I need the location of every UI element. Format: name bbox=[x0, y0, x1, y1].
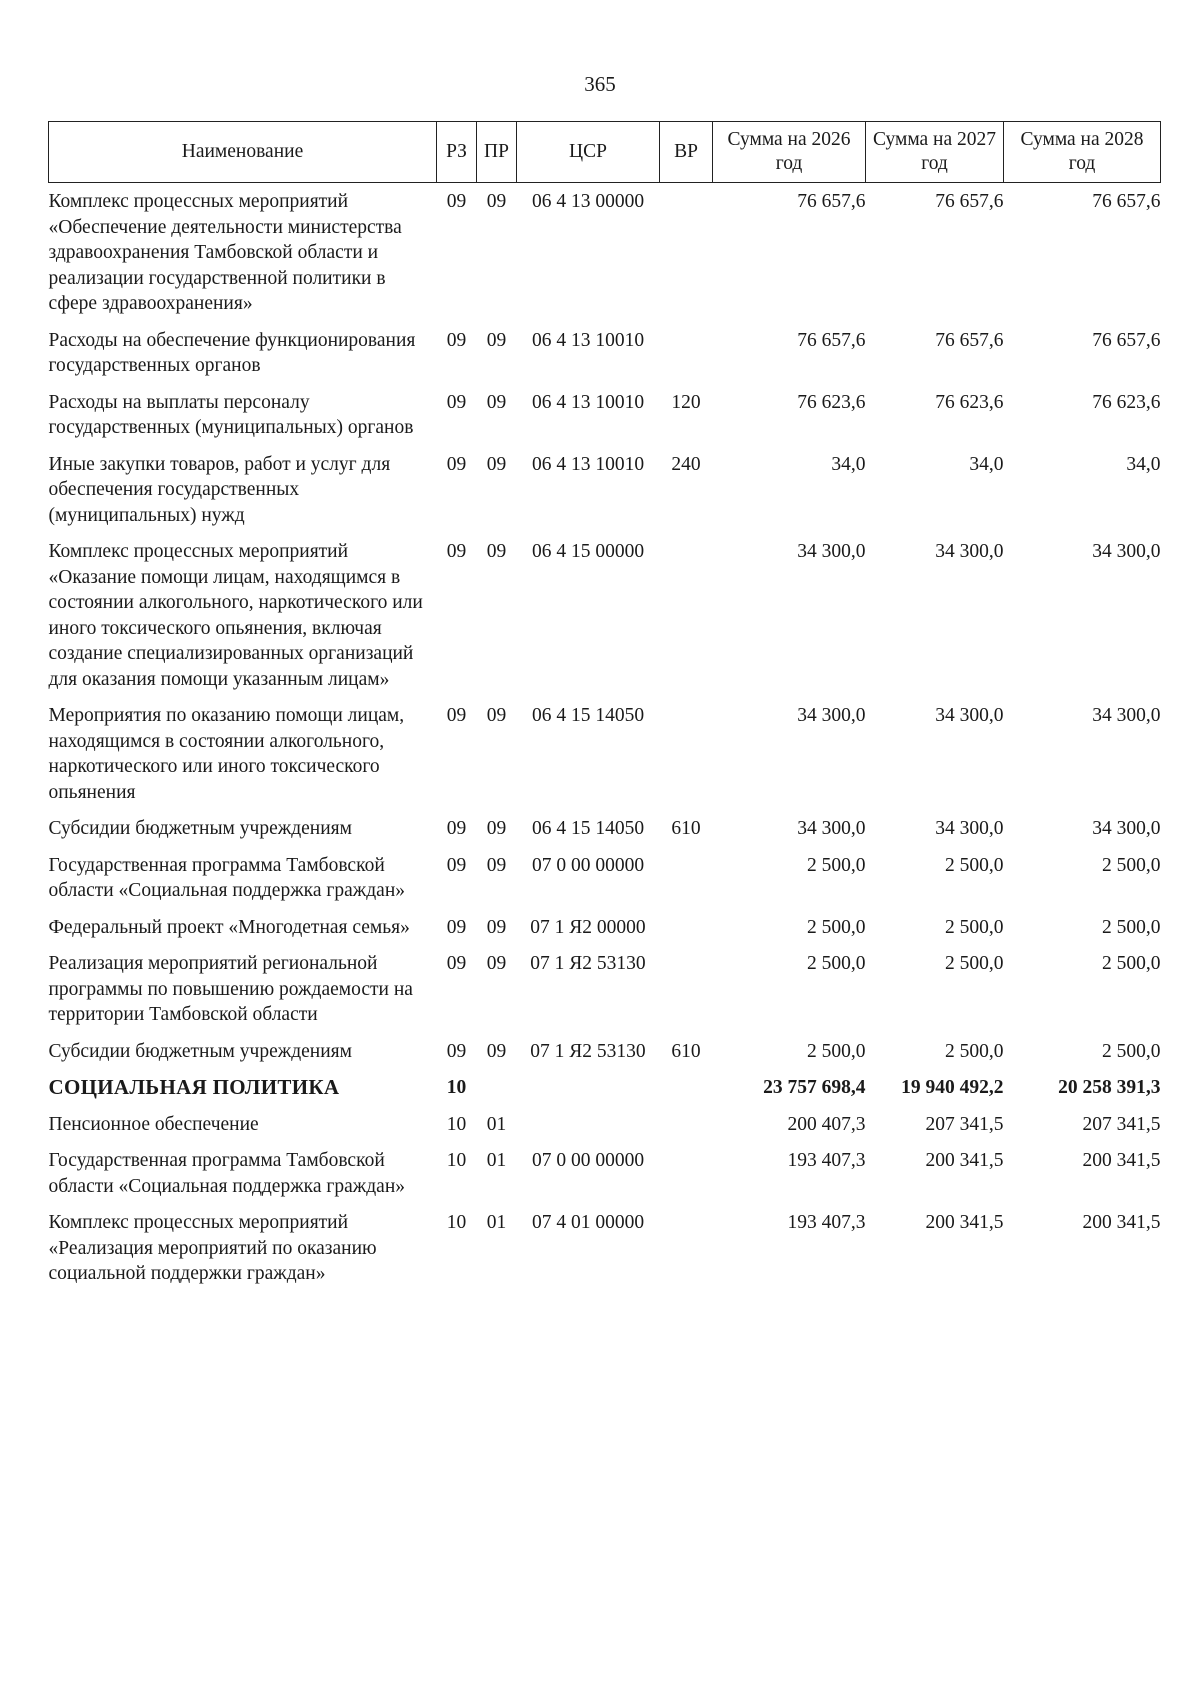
row-pr bbox=[477, 1069, 517, 1106]
table-row bbox=[49, 1142, 1161, 1204]
row-vr: 240 bbox=[671, 453, 701, 475]
row-csr: 06 4 13 10010 bbox=[531, 453, 645, 475]
row-sum-2027: 34 300,0 bbox=[935, 541, 1004, 562]
row-sum-2026: 76 623,6 bbox=[797, 391, 866, 413]
row-name: Федеральный проект «Многодетная семья» bbox=[48, 916, 410, 938]
row-rz: 09 bbox=[446, 916, 467, 938]
row-sum-2028: 34 300,0 bbox=[1092, 818, 1161, 839]
row-pr: 09 bbox=[486, 541, 507, 562]
header-name: Наименование bbox=[49, 122, 437, 183]
row-sum-2026: 2 500,0 bbox=[807, 854, 866, 876]
table-row bbox=[49, 322, 1161, 384]
table-row bbox=[49, 1204, 1161, 1292]
row-name: Мероприятия по оказанию помощи лицам, находящимся в состоянии алкогольного, наркотического или иного токсического опьянения bbox=[48, 705, 405, 803]
row-pr: 01 bbox=[486, 1113, 507, 1135]
row-sum-2027: 2 500,0 bbox=[945, 854, 1004, 876]
table-row bbox=[49, 810, 1161, 847]
row-sum-2026: 76 657,6 bbox=[797, 329, 866, 351]
row-name: Иные закупки товаров, работ и услуг для обеспечения государственных (муниципальных) нужд bbox=[48, 453, 391, 526]
header-csr: ЦСР bbox=[517, 122, 660, 183]
row-sum-2028: 2 500,0 bbox=[1102, 916, 1161, 938]
row-vr bbox=[660, 909, 713, 946]
row-sum-2027: 76 657,6 bbox=[935, 191, 1004, 212]
row-rz: 09 bbox=[446, 854, 467, 876]
table-header-row bbox=[49, 122, 1161, 183]
row-rz: 10 bbox=[446, 1150, 467, 1171]
row-sum-2027: 76 623,6 bbox=[935, 391, 1004, 413]
row-sum-2027: 76 657,6 bbox=[935, 329, 1004, 351]
row-sum-2027: 200 341,5 bbox=[925, 1212, 1004, 1233]
row-rz: 10 bbox=[446, 1077, 467, 1098]
row-sum-2026: 34 300,0 bbox=[797, 705, 866, 726]
row-sum-2028: 34 300,0 bbox=[1092, 705, 1161, 726]
row-csr: 06 4 15 14050 bbox=[531, 818, 645, 839]
row-pr: 09 bbox=[486, 391, 507, 413]
row-pr: 01 bbox=[486, 1150, 507, 1171]
row-name: СОЦИАЛЬНАЯ ПОЛИТИКА bbox=[48, 1075, 340, 1099]
row-sum-2028: 207 341,5 bbox=[1082, 1113, 1161, 1135]
row-rz: 09 bbox=[446, 191, 467, 212]
row-sum-2028: 2 500,0 bbox=[1102, 854, 1161, 876]
row-vr bbox=[660, 697, 713, 810]
row-sum-2027: 34 300,0 bbox=[935, 818, 1004, 839]
row-sum-2027: 19 940 492,2 bbox=[901, 1077, 1004, 1098]
row-csr bbox=[517, 1106, 660, 1143]
row-sum-2028: 2 500,0 bbox=[1102, 953, 1161, 974]
header-sum-2026: Сумма на 2026 год bbox=[713, 122, 866, 183]
row-rz: 09 bbox=[446, 541, 467, 562]
table-row bbox=[49, 384, 1161, 446]
header-sum-2027: Сумма на 2027 год bbox=[866, 122, 1004, 183]
row-sum-2026: 34,0 bbox=[831, 453, 866, 475]
row-rz: 09 bbox=[446, 953, 467, 974]
row-rz: 09 bbox=[446, 329, 467, 351]
row-sum-2027: 200 341,5 bbox=[925, 1150, 1004, 1171]
row-name: Расходы на выплаты персоналу государственных (муниципальных) органов bbox=[48, 391, 414, 438]
table-row bbox=[49, 697, 1161, 810]
row-vr: 610 bbox=[671, 818, 701, 839]
row-sum-2028: 200 341,5 bbox=[1082, 1150, 1161, 1171]
row-sum-2028: 76 657,6 bbox=[1092, 191, 1161, 212]
row-csr: 06 4 15 14050 bbox=[531, 705, 645, 726]
row-vr bbox=[660, 847, 713, 909]
row-name: Субсидии бюджетным учреждениям bbox=[48, 818, 352, 839]
row-sum-2026: 200 407,3 bbox=[787, 1113, 866, 1135]
row-vr bbox=[660, 1106, 713, 1143]
row-name: Расходы на обеспечение функционирования государственных органов bbox=[48, 329, 416, 376]
table-row bbox=[49, 945, 1161, 1033]
row-csr: 07 0 00 00000 bbox=[531, 854, 645, 876]
row-csr: 07 1 Я2 53130 bbox=[530, 1040, 646, 1062]
row-csr: 06 4 13 00000 bbox=[531, 191, 645, 212]
row-rz: 10 bbox=[446, 1113, 467, 1135]
row-csr bbox=[517, 1069, 660, 1106]
page-number: 365 bbox=[584, 72, 616, 96]
row-sum-2027: 2 500,0 bbox=[945, 1040, 1004, 1062]
row-pr: 09 bbox=[486, 1040, 507, 1062]
row-csr: 06 4 13 10010 bbox=[531, 329, 645, 351]
row-sum-2028: 20 258 391,3 bbox=[1058, 1077, 1161, 1098]
row-rz: 09 bbox=[446, 705, 467, 726]
table-row bbox=[49, 446, 1161, 534]
row-pr: 09 bbox=[486, 916, 507, 938]
row-rz: 09 bbox=[446, 818, 467, 839]
row-name: Комплекс процессных мероприятий «Оказание помощи лицам, находящимся в состоянии алкогольного, наркотического или иного токсического опьянения, включая создание специализированных организаций для оказания помощи указанным лицам» bbox=[48, 541, 423, 690]
row-pr: 09 bbox=[486, 453, 507, 475]
row-sum-2028: 200 341,5 bbox=[1082, 1212, 1161, 1233]
table-row bbox=[49, 183, 1161, 322]
row-rz: 10 bbox=[446, 1212, 467, 1233]
row-rz: 09 bbox=[446, 1040, 467, 1062]
row-name: Субсидии бюджетным учреждениям bbox=[48, 1040, 352, 1062]
header-pr: ПР bbox=[477, 122, 517, 183]
row-sum-2026: 2 500,0 bbox=[807, 953, 866, 974]
row-name: Пенсионное обеспечение bbox=[48, 1113, 259, 1135]
row-sum-2026: 34 300,0 bbox=[797, 541, 866, 562]
row-sum-2026: 193 407,3 bbox=[787, 1212, 866, 1233]
row-sum-2026: 2 500,0 bbox=[807, 916, 866, 938]
table-row bbox=[49, 1106, 1161, 1143]
row-vr bbox=[660, 1204, 713, 1292]
row-sum-2028: 2 500,0 bbox=[1102, 1040, 1161, 1062]
row-vr bbox=[660, 1142, 713, 1204]
row-sum-2027: 34 300,0 bbox=[935, 705, 1004, 726]
header-rz: РЗ bbox=[437, 122, 477, 183]
row-pr: 09 bbox=[486, 191, 507, 212]
row-csr: 07 1 Я2 00000 bbox=[530, 916, 646, 938]
row-rz: 09 bbox=[446, 453, 467, 475]
row-csr: 07 1 Я2 53130 bbox=[530, 953, 646, 974]
row-vr bbox=[660, 183, 713, 322]
table-row bbox=[49, 847, 1161, 909]
row-name: Комплекс процессных мероприятий «Реализация мероприятий по оказанию социальной поддержки граждан» bbox=[48, 1212, 377, 1284]
row-vr bbox=[660, 322, 713, 384]
row-pr: 01 bbox=[486, 1212, 507, 1233]
row-name: Реализация мероприятий региональной программы по повышению рождаемости на территории Тамбовской области bbox=[48, 953, 413, 1025]
row-pr: 09 bbox=[486, 953, 507, 974]
row-csr: 06 4 13 10010 bbox=[531, 391, 645, 413]
row-vr bbox=[660, 945, 713, 1033]
header-vr: ВР bbox=[660, 122, 713, 183]
table-row bbox=[49, 1033, 1161, 1070]
row-pr: 09 bbox=[486, 705, 507, 726]
header-sum-2028: Сумма на 2028 год bbox=[1004, 122, 1161, 183]
row-sum-2026: 34 300,0 bbox=[797, 818, 866, 839]
row-sum-2027: 2 500,0 bbox=[945, 953, 1004, 974]
row-sum-2026: 23 757 698,4 bbox=[763, 1077, 866, 1098]
row-sum-2027: 34,0 bbox=[969, 453, 1004, 475]
row-sum-2026: 76 657,6 bbox=[797, 191, 866, 212]
row-rz: 09 bbox=[446, 391, 467, 413]
row-sum-2027: 2 500,0 bbox=[945, 916, 1004, 938]
row-sum-2027: 207 341,5 bbox=[925, 1113, 1004, 1135]
row-vr bbox=[660, 1069, 713, 1106]
row-name: Государственная программа Тамбовской области «Социальная поддержка граждан» bbox=[48, 854, 406, 901]
row-vr: 610 bbox=[671, 1040, 701, 1062]
row-sum-2026: 193 407,3 bbox=[787, 1150, 866, 1171]
row-sum-2028: 34 300,0 bbox=[1092, 541, 1161, 562]
row-name: Комплекс процессных мероприятий «Обеспечение деятельности министерства здравоохранения Тамбовской области и реализации государственной политики в сфере здравоохранения» bbox=[48, 191, 402, 314]
row-sum-2028: 76 623,6 bbox=[1092, 391, 1161, 413]
budget-table bbox=[48, 121, 1161, 1292]
row-vr bbox=[660, 533, 713, 697]
row-sum-2026: 2 500,0 bbox=[807, 1040, 866, 1062]
row-pr: 09 bbox=[486, 329, 507, 351]
row-csr: 07 0 00 00000 bbox=[531, 1150, 645, 1171]
row-csr: 07 4 01 00000 bbox=[531, 1212, 645, 1233]
row-name: Государственная программа Тамбовской области «Социальная поддержка граждан» bbox=[48, 1150, 406, 1197]
table-row bbox=[49, 1069, 1161, 1106]
row-csr: 06 4 15 00000 bbox=[531, 541, 645, 562]
row-pr: 09 bbox=[486, 854, 507, 876]
row-sum-2028: 76 657,6 bbox=[1092, 329, 1161, 351]
row-pr: 09 bbox=[486, 818, 507, 839]
row-sum-2028: 34,0 bbox=[1126, 453, 1161, 475]
row-vr: 120 bbox=[671, 391, 701, 413]
table-row bbox=[49, 909, 1161, 946]
table-body bbox=[49, 183, 1161, 1292]
table-row bbox=[49, 533, 1161, 697]
